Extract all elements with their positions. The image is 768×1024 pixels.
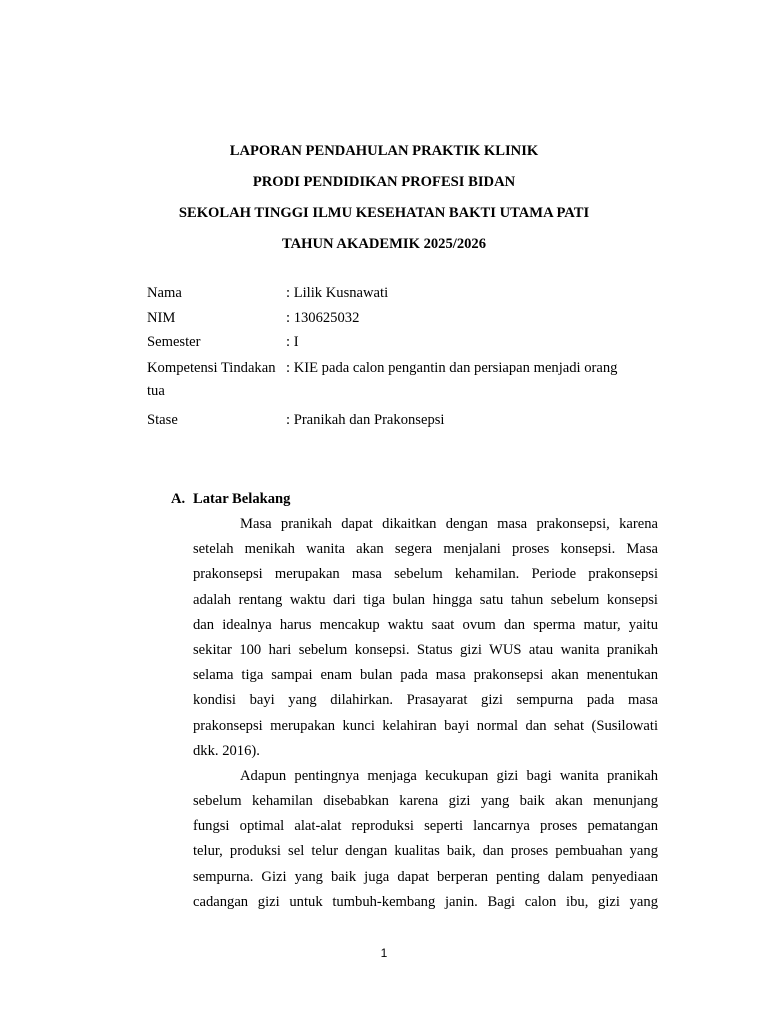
section-a-header (171, 487, 671, 511)
paragraph-line: dan idealnya harus mencakup waktu saat ovum dan sperma matur, yaitu (193, 616, 658, 633)
document-title (0, 136, 768, 260)
paragraph-line: prakonsepsi merupakan masa sebelum kehamilan. Periode prakonsepsi (193, 566, 658, 583)
identity-row-nama (147, 281, 647, 306)
kompetensi-value-continuation: tua (147, 382, 165, 399)
stase-value: : Pranikah dan Prakonsepsi (286, 411, 445, 428)
section-number: A. (171, 491, 186, 507)
nama-label: Nama (147, 285, 182, 301)
section-a-body (193, 512, 658, 915)
semester-label: Semester (147, 334, 201, 350)
identity-row-semester (147, 330, 647, 355)
title-line-program: PRODI PENDIDIKAN PROFESI BIDAN (252, 174, 516, 190)
title-line-report: LAPORAN PENDAHULAN PRAKTIK KLINIK (229, 143, 539, 159)
semester-value: : I (286, 334, 299, 350)
title-line-institution: SEKOLAH TINGGI ILMU KESEHATAN BAKTI UTAMA PATI (178, 205, 590, 221)
paragraph-line: selama tiga sampai enam bulan pada masa prakonsepsi akan menentukan (193, 667, 658, 684)
paragraph-line: telur, produksi sel telur dengan kualitas baik, dan proses pembuahan yang (193, 843, 658, 860)
kompetensi-value: : KIE pada calon pengantin dan persiapan menjadi orang (286, 359, 618, 376)
stase-label: Stase (147, 411, 178, 428)
paragraph-line: prakonsepsi merupakan kunci kelahiran bayi normal dan sehat (Susilowati (193, 717, 658, 734)
paragraph-line: Masa pranikah dapat dikaitkan dengan masa prakonsepsi, karena (240, 516, 658, 532)
paragraph-line: setelah menikah wanita akan segera menjalani proses konsepsi. Masa (193, 541, 658, 558)
paragraph-line: sempurna. Gizi yang baik juga dapat berperan penting dalam penyediaan (193, 868, 658, 885)
paragraph-line: cadangan gizi untuk tumbuh-kembang janin. Bagi calon ibu, gizi yang (193, 893, 658, 910)
nama-value: : Lilik Kusnawati (286, 285, 389, 301)
paragraph-line: adalah rentang waktu dari tiga bulan hingga satu tahun sebelum konsepsi (193, 591, 658, 608)
kompetensi-label: Kompetensi Tindakan (147, 359, 276, 376)
section-title: Latar Belakang (193, 491, 291, 507)
title-line-academic-year: TAHUN AKADEMIK 2025/2026 (281, 236, 487, 252)
page-number: 1 (380, 946, 388, 960)
paragraph-line: Adapun pentingnya menjaga kecukupan gizi bagi wanita pranikah (240, 767, 658, 784)
paragraph-line: dkk. 2016). (193, 742, 260, 759)
nim-value: : 130625032 (286, 309, 360, 326)
identity-row-stase (147, 408, 647, 433)
identity-block (147, 281, 647, 432)
identity-row-nim (147, 306, 647, 331)
identity-row-kompetensi (147, 357, 647, 403)
paragraph-line: sebelum kehamilan disebabkan karena gizi yang baik akan menunjang (193, 793, 658, 810)
paragraph-line: sekitar 100 hari sebelum konsepsi. Status gizi WUS atau wanita pranikah (193, 641, 658, 658)
section-heading (171, 487, 671, 511)
nim-label: NIM (147, 309, 176, 326)
paragraph-line: kondisi bayi yang dilahirkan. Prasayarat gizi sempurna pada masa (193, 692, 658, 709)
paragraph-line: fungsi optimal alat-alat reproduksi seperti lancarnya proses pematangan (193, 818, 658, 835)
